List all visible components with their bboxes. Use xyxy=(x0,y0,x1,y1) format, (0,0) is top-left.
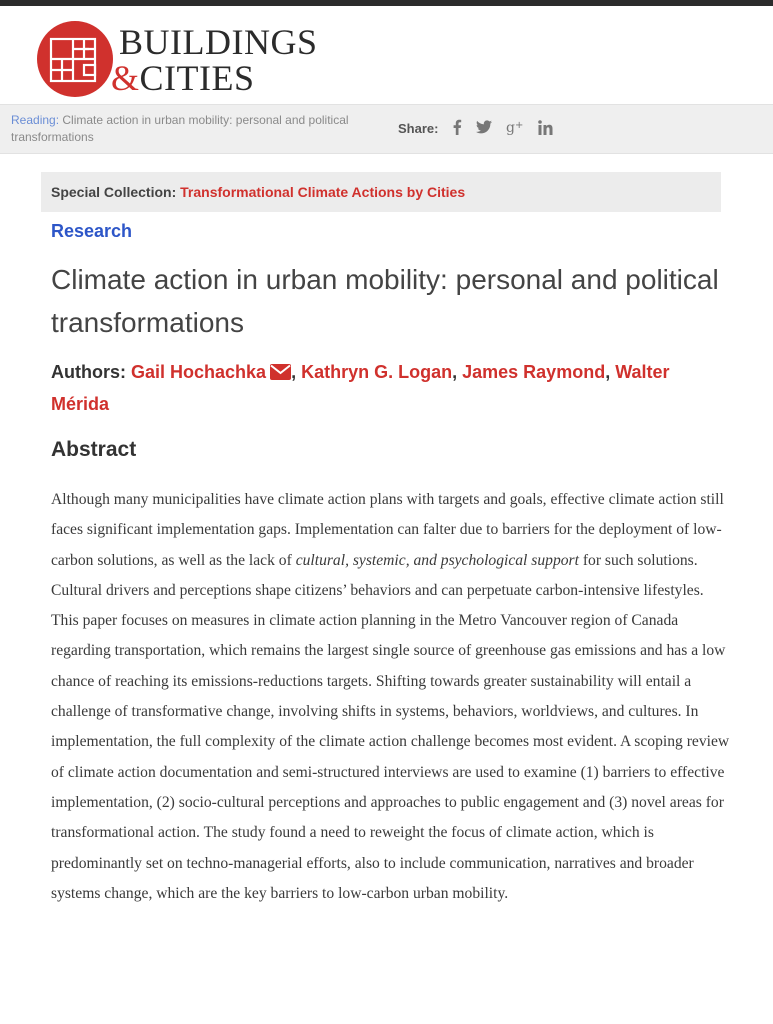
authors-line: Authors: Gail Hochachka , Kathryn G. Logan, James Raymond, Walter Mérida xyxy=(51,362,670,414)
svg-text:g: g xyxy=(506,120,515,135)
special-collection xyxy=(51,184,465,200)
top-bar xyxy=(0,0,773,6)
share-icons xyxy=(452,119,553,135)
abstract-italic: cultural, systemic, and psychological support xyxy=(295,551,579,569)
brand-amp: & xyxy=(111,58,140,98)
brand-line1: BUILDINGS xyxy=(119,22,318,62)
svg-text:+: + xyxy=(515,120,524,131)
buildings-cities-logo-icon xyxy=(35,19,115,99)
google-plus-icon[interactable] xyxy=(506,119,524,135)
abstract-part2: for such solutions. Cultural drivers and perceptions shape citizens’ behaviors and can perpetuate carbon-intensive lifestyles. This paper focuses on measures in climate action planning in the Metro Vancouver region of Canada regarding transportation, which remains the largest single source of greenhouse gas emissions and has a low chance of reaching its emissions-reductions targets. Shifting towards greater sustainability will entail a challenge of transformative change, involving shifts in systems, behaviors, worldviews, and cultures. In implementation, the full complexity of the climate action challenge becomes most evident. A scoping review of climate action documentation and semi-structured interviews are used to examine (1) barriers to effective implementation, (2) socio-cultural perceptions and approaches to public engagement and (3) novel areas for transformational action. The study found a need to reweight the focus of climate action, which is predominantly set on techno-managerial efforts, also to include communication, narratives and broader systems change, which are the key barriers to low-carbon urban mobility. xyxy=(51,551,730,902)
twitter-icon[interactable] xyxy=(476,120,492,134)
reading-title: Climate action in urban mobility: personal and political transformations xyxy=(11,113,349,144)
reading-label: Reading: xyxy=(11,113,60,127)
site-logo[interactable] xyxy=(35,14,335,96)
special-collection-label: Special Collection: xyxy=(51,184,177,200)
reading-bar xyxy=(0,104,773,154)
author-link[interactable]: Walter Mérida xyxy=(51,362,670,414)
author-link[interactable]: Gail Hochachka xyxy=(131,362,267,382)
article-title: Climate action in urban mobility: personal and political transformations xyxy=(51,264,719,338)
email-icon[interactable] xyxy=(270,364,291,380)
special-collection-bar xyxy=(41,172,721,212)
special-collection-link[interactable]: Transformational Climate Actions by Cities xyxy=(180,184,466,200)
reading-info xyxy=(11,112,371,146)
share-label: Share: xyxy=(398,121,439,136)
facebook-icon[interactable] xyxy=(452,119,462,135)
article-type-link[interactable]: Research xyxy=(51,221,133,241)
author-link[interactable]: James Raymond xyxy=(462,362,606,382)
author-link[interactable]: Kathryn G. Logan xyxy=(301,362,453,382)
abstract-text xyxy=(51,485,731,909)
abstract-part1: Although many municipalities have climate action plans with targets and goals, effective climate action still faces significant implementation gaps. Implementation can falter due to barriers for the deployment of low-carbon solutions, as well as the lack of xyxy=(51,491,724,569)
brand-line2-text: CITIES xyxy=(139,58,255,98)
authors-label: Authors: xyxy=(51,362,126,382)
abstract-heading: Abstract xyxy=(51,438,137,461)
linkedin-icon[interactable] xyxy=(538,120,553,135)
brand-line2 xyxy=(111,58,255,98)
